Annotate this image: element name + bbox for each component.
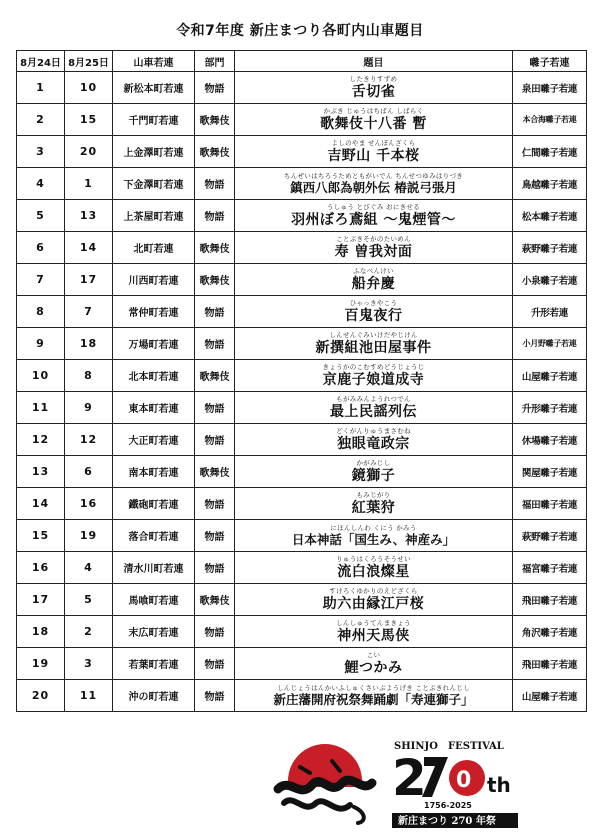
day25-order: 7 [65, 296, 113, 328]
title-furigana: ひゃっきやこう [349, 299, 398, 307]
town-name: 末広町若連 [113, 616, 195, 648]
town-name: 万場町若連 [113, 328, 195, 360]
float-title: 百鬼夜行 [344, 308, 403, 324]
day24-order: 13 [17, 456, 65, 488]
float-title: 鯉つかみ [344, 660, 403, 676]
table-row [17, 616, 587, 648]
category: 物語 [195, 328, 235, 360]
day24-order: 9 [17, 328, 65, 360]
logo-years-text: 1756-2025 [424, 801, 472, 810]
hayashi-group: 角沢囃子若連 [513, 616, 587, 648]
day25-order: 6 [65, 456, 113, 488]
float-title: 船弁慶 [351, 276, 396, 292]
category: 歌舞伎 [195, 584, 235, 616]
category: 物語 [195, 424, 235, 456]
logo-digit-0: 0 [456, 768, 472, 793]
day25-order: 16 [65, 488, 113, 520]
table-row [17, 104, 587, 136]
table-row [17, 648, 587, 680]
town-name: 常仲町若連 [113, 296, 195, 328]
hayashi-group: 本合海囃子若連 [513, 104, 587, 136]
table-row [17, 456, 587, 488]
day24-order: 6 [17, 232, 65, 264]
float-title-cell [235, 680, 513, 712]
hayashi-group: 升形囃子若連 [513, 392, 587, 424]
day25-order: 15 [65, 104, 113, 136]
day24-order: 14 [17, 488, 65, 520]
category: 物語 [195, 680, 235, 712]
day24-order: 7 [17, 264, 65, 296]
float-title: 京鹿子娘道成寺 [322, 372, 425, 388]
day25-order: 11 [65, 680, 113, 712]
hayashi-group: 飛田囃子若連 [513, 584, 587, 616]
hayashi-group: 小泉囃子若連 [513, 264, 587, 296]
float-title: 独眼竜政宗 [337, 436, 410, 452]
float-title-cell [235, 392, 513, 424]
town-name: 落合町若連 [113, 520, 195, 552]
logo-th-text: th [487, 773, 511, 797]
day24-order: 16 [17, 552, 65, 584]
float-title-cell [235, 264, 513, 296]
float-title-cell [235, 168, 513, 200]
title-furigana: ふなべんけい [353, 267, 394, 275]
festival-schedule-table [16, 50, 587, 712]
header-town: 山車若連 [113, 51, 195, 72]
town-name: 北町若連 [113, 232, 195, 264]
festival-270th-logo [388, 737, 523, 832]
float-title: 吉野山 千本桜 [327, 148, 420, 164]
day25-order: 20 [65, 136, 113, 168]
float-title-cell [235, 72, 513, 104]
float-title-cell [235, 488, 513, 520]
category: 歌舞伎 [195, 104, 235, 136]
town-name: 下金澤町若連 [113, 168, 195, 200]
hayashi-group: 松本囃子若連 [513, 200, 587, 232]
hayashi-group: 飛田囃子若連 [513, 648, 587, 680]
town-name: 沖の町若連 [113, 680, 195, 712]
float-title: 羽州ぼろ鳶組 ～鬼煙管～ [291, 212, 456, 228]
hayashi-group: 福田囃子若連 [513, 488, 587, 520]
table-row [17, 360, 587, 392]
float-title: 神州天馬侠 [337, 628, 410, 644]
footer-logos [0, 735, 600, 835]
title-furigana: もみじがり [356, 491, 391, 499]
day25-order: 18 [65, 328, 113, 360]
day24-order: 2 [17, 104, 65, 136]
category: 物語 [195, 648, 235, 680]
table-row [17, 424, 587, 456]
day24-order: 10 [17, 360, 65, 392]
float-title-cell [235, 520, 513, 552]
title-furigana: しんしゅうてんまきょう [336, 619, 411, 627]
float-title: 舌切雀 [351, 84, 396, 100]
town-name: 清水川町若連 [113, 552, 195, 584]
town-name: 東本町若連 [113, 392, 195, 424]
category: 物語 [195, 168, 235, 200]
title-furigana: ことぶきそがのたいめん [336, 235, 411, 243]
float-title: 鏡獅子 [351, 468, 396, 484]
float-title-cell [235, 200, 513, 232]
hayashi-group: 升形若連 [513, 296, 587, 328]
category: 歌舞伎 [195, 232, 235, 264]
logo-banner-text: 新庄まつり 270 年祭 [398, 816, 496, 827]
town-name: 千門町若連 [113, 104, 195, 136]
header-hayashi: 囃子若連 [513, 51, 587, 72]
day25-order: 8 [65, 360, 113, 392]
category: 物語 [195, 488, 235, 520]
float-title-cell [235, 360, 513, 392]
town-name: 新松本町若連 [113, 72, 195, 104]
float-title: 最上民謡列伝 [330, 404, 417, 420]
hayashi-group: 小月野囃子若連 [513, 328, 587, 360]
day25-order: 3 [65, 648, 113, 680]
table-row [17, 680, 587, 712]
town-name: 北本町若連 [113, 360, 195, 392]
town-name: 川西町若連 [113, 264, 195, 296]
day24-order: 5 [17, 200, 65, 232]
category: 歌舞伎 [195, 456, 235, 488]
title-furigana: どくがんりゅうまさむね [336, 427, 411, 435]
table-row [17, 232, 587, 264]
title-furigana: にほんしんわ くにう かみう [330, 523, 417, 532]
float-title-cell [235, 616, 513, 648]
title-furigana: りゅうはくろうそうせい [336, 555, 411, 563]
float-title-cell [235, 232, 513, 264]
day25-order: 12 [65, 424, 113, 456]
category: 物語 [195, 392, 235, 424]
title-furigana: きょうかのこむすめどうじょうじ [322, 363, 425, 371]
category: 物語 [195, 200, 235, 232]
hayashi-group: 関屋囃子若連 [513, 456, 587, 488]
day24-order: 8 [17, 296, 65, 328]
hayashi-group: 泉田囃子若連 [513, 72, 587, 104]
hayashi-group: 萩野囃子若連 [513, 520, 587, 552]
table-row [17, 488, 587, 520]
table-header-row [17, 51, 587, 72]
category: 物語 [195, 520, 235, 552]
table-row [17, 584, 587, 616]
float-title: 新撰組池田屋事件 [315, 340, 432, 356]
title-furigana: こい [366, 651, 381, 659]
town-name: 鐵砲町若連 [113, 488, 195, 520]
table-row [17, 264, 587, 296]
table-row [17, 72, 587, 104]
town-name: 上茶屋町若連 [113, 200, 195, 232]
title-furigana: したきりすずめ [349, 75, 398, 83]
title-furigana: ちんぜいはちろうためともがいでん ちんせつゆみはりづき [283, 171, 464, 180]
day24-order: 17 [17, 584, 65, 616]
category: 物語 [195, 296, 235, 328]
category: 歌舞伎 [195, 360, 235, 392]
day24-order: 15 [17, 520, 65, 552]
float-title: 寿 曽我対面 [334, 244, 413, 260]
hayashi-group: 萩野囃子若連 [513, 232, 587, 264]
title-furigana: うしゅう とびぐみ おにきせる [326, 203, 421, 211]
title-furigana: もがみみんようれつでん [336, 395, 411, 403]
title-furigana: よしのやま せんぼんざくら [331, 139, 416, 147]
table-row [17, 136, 587, 168]
category: 物語 [195, 72, 235, 104]
hayashi-group: 山屋囃子若連 [513, 360, 587, 392]
day25-order: 9 [65, 392, 113, 424]
day25-order: 4 [65, 552, 113, 584]
page-title: 令和7年度 新庄まつり各町内山車題目 [176, 23, 424, 39]
float-title-cell [235, 456, 513, 488]
category: 物語 [195, 552, 235, 584]
header-aug25: 8月25日 [65, 51, 113, 72]
hayashi-group: 休場囃子若連 [513, 424, 587, 456]
title-furigana: すけろくゆかりのえどざくら [329, 587, 418, 595]
day24-order: 11 [17, 392, 65, 424]
day24-order: 3 [17, 136, 65, 168]
hayashi-group: 福宮囃子若連 [513, 552, 587, 584]
header-aug24: 8月24日 [17, 51, 65, 72]
float-title: 紅葉狩 [351, 500, 396, 516]
title-furigana: かがみじし [356, 459, 391, 467]
day25-order: 17 [65, 264, 113, 296]
table-row [17, 392, 587, 424]
day24-order: 20 [17, 680, 65, 712]
float-title-cell [235, 648, 513, 680]
day25-order: 5 [65, 584, 113, 616]
category: 物語 [195, 616, 235, 648]
float-title: 歌舞伎十八番 暫 [320, 116, 427, 132]
category: 歌舞伎 [195, 136, 235, 168]
logo-festival-text: FESTIVAL [448, 741, 504, 752]
float-title-cell [235, 424, 513, 456]
float-title: 新庄藩開府祝祭舞踊劇「寿連獅子」 [273, 691, 474, 707]
float-title-cell [235, 584, 513, 616]
float-title: 流白浪燦星 [337, 564, 410, 580]
table-row [17, 168, 587, 200]
title-furigana: しんせんぐみいけだやじけん [329, 331, 418, 339]
logo-shinjo-text: SHINJO [394, 741, 438, 752]
day24-order: 1 [17, 72, 65, 104]
day24-order: 18 [17, 616, 65, 648]
shinjo-matsuri-brush-logo [270, 737, 380, 827]
day25-order: 1 [65, 168, 113, 200]
float-title-cell [235, 328, 513, 360]
title-furigana: しんじょうはんかいふしゅくさいぶようげき ことぶきれんじし [277, 683, 470, 692]
day25-order: 14 [65, 232, 113, 264]
float-title: 鎮西八郎為朝外伝 椿説弓張月 [290, 179, 457, 195]
float-title: 日本神話「国生み、神産み」 [291, 531, 456, 547]
day25-order: 2 [65, 616, 113, 648]
table-row [17, 552, 587, 584]
day25-order: 10 [65, 72, 113, 104]
day25-order: 13 [65, 200, 113, 232]
hayashi-group: 仁間囃子若連 [513, 136, 587, 168]
float-title-cell [235, 296, 513, 328]
float-title-cell [235, 136, 513, 168]
table-row [17, 200, 587, 232]
header-dept: 部門 [195, 51, 235, 72]
town-name: 大正町若連 [113, 424, 195, 456]
category: 歌舞伎 [195, 264, 235, 296]
town-name: 上金澤町若連 [113, 136, 195, 168]
hayashi-group: 鳥越囃子若連 [513, 168, 587, 200]
float-title-cell [235, 104, 513, 136]
header-title: 題目 [235, 51, 513, 72]
town-name: 南本町若連 [113, 456, 195, 488]
table-row [17, 296, 587, 328]
day24-order: 12 [17, 424, 65, 456]
float-title-cell [235, 552, 513, 584]
table-row [17, 328, 587, 360]
hayashi-group: 山屋囃子若連 [513, 680, 587, 712]
title-furigana: かぶき じゅうはちばん しばらく [323, 107, 424, 115]
table-row [17, 520, 587, 552]
day25-order: 19 [65, 520, 113, 552]
day24-order: 4 [17, 168, 65, 200]
float-title: 助六由縁江戸桜 [322, 596, 425, 612]
town-name: 馬喰町若連 [113, 584, 195, 616]
town-name: 若葉町若連 [113, 648, 195, 680]
day24-order: 19 [17, 648, 65, 680]
logo-digit-2: 2 [392, 749, 427, 807]
